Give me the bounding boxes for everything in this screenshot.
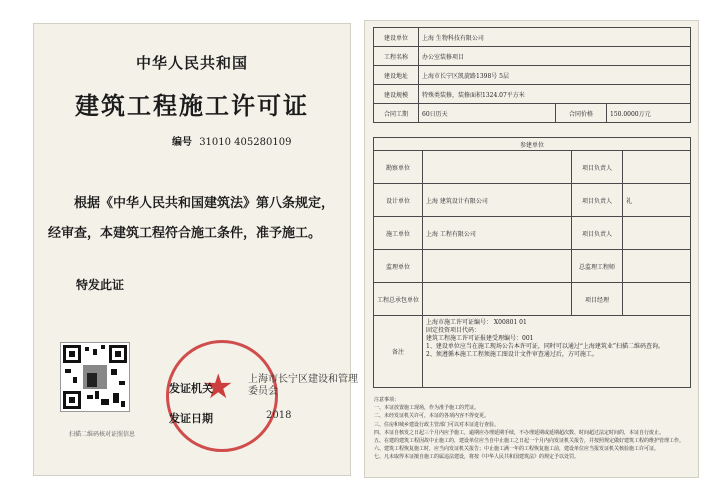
person-value [623,250,691,283]
issue-date-value: 2018 [266,410,292,421]
number-label: 编号 [172,137,192,148]
certificate-body-text: 根据《中华人民共和国建筑法》第八条规定，经审查，本建筑工程符合施工条件，准予施工。 [48,196,335,241]
remarks-section [374,396,690,462]
issue-authority-value: 上海市长宁区建设和管理委员会 [248,374,358,397]
row-label: 工程名称 [374,47,419,66]
participant-value [423,283,572,316]
row-value: 上海市长宁区凯旋路1398号 5层 [419,66,691,85]
participant-label: 监理单位 [374,250,423,283]
special-issue-text: 特发此证 [76,278,125,292]
issue-date-label: 发证日期 [169,412,213,425]
project-info-table [373,27,691,123]
remark-line: 七、凡未取得本证擅自施工的属违法建设，将按《中华人民共和国建筑法》的规定予以处罚。 [374,454,580,461]
person-label: 项目负责人 [572,184,623,217]
table-row [374,316,691,388]
table-row [374,85,691,104]
person-value [623,151,691,184]
table-row [374,184,691,217]
table-row [374,217,691,250]
participant-value: 上海 建筑设计有限公司 [423,184,572,217]
table-row [374,283,691,316]
note-line: 2、须遵循本施工工程须施工图设计文件审查通过后，方可施工。 [426,351,598,358]
note-line: 建筑工程施工许可证报建受理编号：001 [426,335,534,342]
table-row [374,250,691,283]
notes-content [423,316,691,388]
seal-star-icon: ★ [203,367,234,407]
number-value: 31010 405280109 [199,137,292,148]
table-row [374,28,691,47]
participants-header: 参建单位 [374,138,691,151]
participant-label: 设计单位 [374,184,423,217]
certificate-title: 建筑工程施工许可证 [75,91,309,120]
qr-caption: 扫描二维码核对证照信息 [68,431,135,438]
note-line: 上海市施工许可证编号： X00801 01 [426,319,527,326]
remark-line: 三、住房和城乡建设行政主管部门可以对本证进行查验。 [374,421,500,428]
notes-label: 备注 [374,316,423,388]
table-row [374,47,691,66]
row-label: 建设规模 [374,85,419,104]
certificate-front-page [33,23,358,476]
row-value: 办公室装修项目 [419,47,691,66]
remark-line: 二、未经发证机关许可，本证的各项内容不得变更。 [374,413,490,420]
row-value: 上海 生物科技有限公司 [419,28,691,47]
remark-line: 六、建筑工程恢复施工时，应当向发证机关报告；中止施工满一年的工程恢复施工前，建设单位应当报发证机关核验施工许可证。 [374,446,660,453]
person-value [623,217,691,250]
certificate-details-page [364,20,699,478]
participants-table [373,137,691,388]
person-label: 项目经理 [572,283,623,316]
qr-code [60,342,130,412]
person-value [623,283,691,316]
row-value: 特殊类装修，装修面积1324.07平方米 [419,85,691,104]
remark-line: 一、本证放置施工现场，作为准予施工的凭证。 [374,405,480,412]
contract-term-label: 合同工期 [374,104,419,123]
table-row [374,151,691,184]
table-row [374,104,691,123]
table-row [374,66,691,85]
participant-value [423,250,572,283]
participant-label: 勘察单位 [374,151,423,184]
contract-price-label: 合同价格 [556,104,607,123]
note-line: 1、建设单位应当在施工现场公告本许可证，同时可以通过“上海建筑业”扫描二维码查询。 [426,343,664,350]
certificate-number [172,133,291,148]
table-row [374,138,691,151]
note-line: 固定投资项目代码： [426,327,481,334]
person-value: 礼 [623,184,691,217]
remarks-title: 注意事项： [374,397,400,403]
participant-value [423,151,572,184]
person-label: 项目负责人 [572,217,623,250]
row-label: 建设地址 [374,66,419,85]
issue-authority-label: 发证机关 [169,382,213,395]
contract-price-value: 150.0000万元 [607,104,691,123]
contract-term-value: 60日历天 [419,104,556,123]
participant-label: 施工单位 [374,217,423,250]
participant-value: 上海 工程有限公司 [423,217,572,250]
participant-label: 工程总承包单位 [374,283,423,316]
person-label: 总监理工程师 [572,250,623,283]
row-label: 建设单位 [374,28,419,47]
remark-line: 五、在建的建筑工程因故中止施工的，建设单位应当自中止施工之日起一个月内向发证机关报告，并按照规定做好建筑工程的维护管理工作。 [374,438,685,445]
country-name: 中华人民共和国 [135,54,248,72]
person-label: 项目负责人 [572,151,623,184]
remark-line: 四、本证自核发之日起三个月内应予施工，逾期应办理延期手续，不办理延期或延期超次数、时间超过法定时间的，本证自行废止。 [374,429,665,436]
